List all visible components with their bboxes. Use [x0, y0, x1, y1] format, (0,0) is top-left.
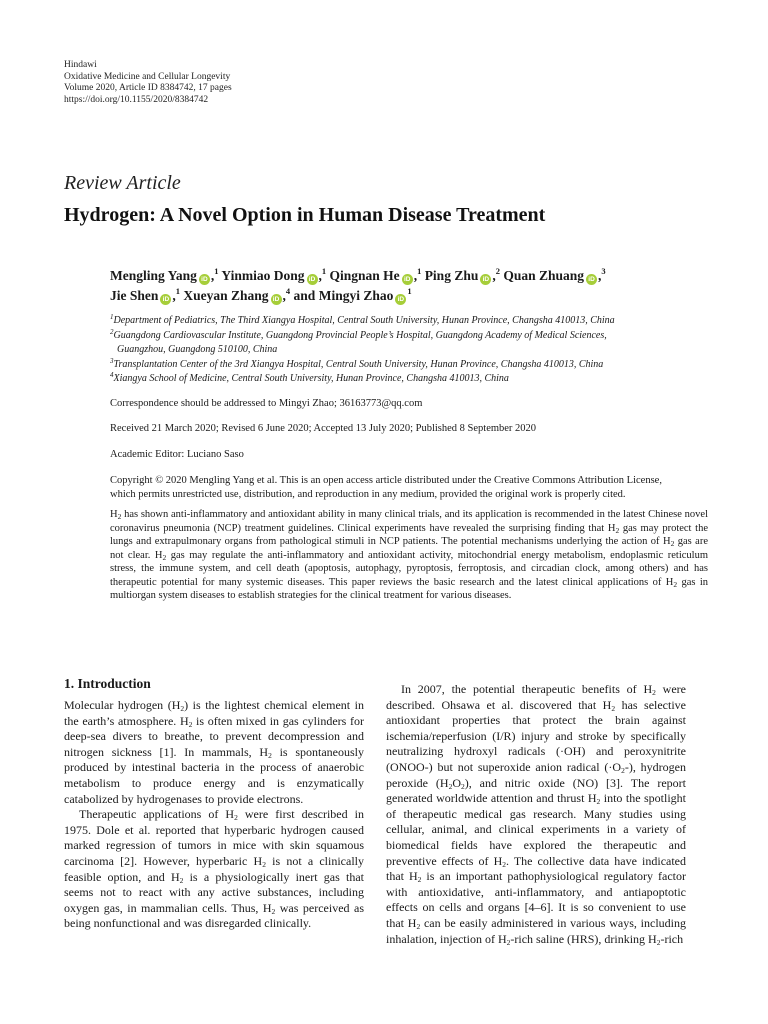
author-separator: , — [598, 268, 602, 283]
affiliation: $^4$Xiangya School of Medicine, Central South University, Hunan Province, Changsha 410013, China — [110, 371, 509, 384]
correspondence-line: Correspondence should be addressed to Mingyi Zhao; 36163773@qq.com — [110, 398, 423, 409]
abstract: $H_2$ has shown anti-inflammatory and antioxidant ability in many clinical trials, and its application is recommended in the latest Chinese novel coronavirus pneumonia (NCP) treatment guidelines. Clinical experiments have revealed the surprising finding that $H_2$ gas may protect the lungs and extrapulmonary organs from pathological stimuli in NCP patients. The potential mechanisms underlying the action of $H_2$ gas are not clear. $H_2$ gas may regulate the anti-inflammatory and antioxidant activity, mitochondrial energy metabolism, endoplasmic reticulum stress, the immune system, and cell death (apoptosis, autophagy, pyroptosis, ferroptosis, and circadian clock, among others) and has therapeutic potential for many systemic diseases. This paper reviews the basic research and the latest clinical applications of $H_2$ gas in multiorgan system diseases to establish strategies for the clinical treatment for various diseases. — [110, 509, 708, 601]
author-name: Qingnan He — [329, 268, 400, 283]
author-name: Quan Zhuang — [503, 268, 585, 283]
author-name: Xueyan Zhang — [183, 288, 269, 303]
author-separator: , — [413, 268, 418, 283]
author-name: Yinmiao Dong — [221, 268, 305, 283]
author-separator: , — [282, 288, 286, 303]
affiliation-continued: Guangzhou, Guangdong 510100, China — [117, 344, 278, 355]
article-title: Hydrogen: A Novel Option in Human Disease Treatment — [64, 204, 546, 226]
affiliation-marker: 3 — [601, 266, 606, 276]
copyright-notice: Copyright © 2020 Mengling Yang et al. This is an open access article distributed under the Creative Commons Attribution License, which permits unrestricted use, distribution, and reproduction in any medium, provided the original work is properly cited. — [110, 475, 662, 500]
doi-link[interactable]: https://doi.org/10.1155/2020/8384742 — [64, 94, 209, 105]
orcid-icon[interactable]: iD — [307, 274, 318, 285]
publisher-name: Hindawi — [64, 60, 97, 70]
article-type: Review Article — [64, 172, 181, 194]
author-list — [110, 266, 730, 306]
volume-info: Volume 2020, Article ID 8384742, 17 pages — [64, 83, 232, 93]
affiliation-marker: 1 — [407, 286, 412, 296]
body-column-left — [64, 698, 364, 932]
author-name: Mingyi Zhao — [318, 288, 394, 303]
paragraph: Molecular hydrogen $(H_2)$ is the lightest chemical element in the earth’s atmosphere. $H_2$ is often mixed in gas cylinders for deep-sea divers to breathe, to prevent decompression and nitrogen sickness [1]. In mammals, $H_2$ is spontaneously produced by intestinal bacteria in the process of anaerobic metabolism to produce energy and is enzymatically catabolized by hydrogenases to provide electrons. — [64, 698, 364, 806]
section-heading: 1. Introduction — [64, 676, 151, 691]
affiliation-marker: 4 — [285, 286, 291, 296]
affiliation: $^2$Guangdong Cardiovascular Institute, Guangdong Provincial People’s Hospital, Guangdong Academy of Medical Sciences, — [110, 327, 607, 341]
affiliation-marker: 1 — [417, 266, 422, 276]
paragraph: Therapeutic applications of $H_2$ were first described in 1975. Dole et al. reported that hyperbaric hydrogen caused marked regression of tumors in mice with skin squamous carcinoma [2]. However, hyperbaric $H_2$ is not a clinically feasible option, and $H_2$ is a physiologically inert gas that seems not to react with any active substances, including oxygen gas, in mammalian cells. Thus, $H_2$ was perceived as being nonfunctional and was disregarded clinically. — [64, 807, 364, 931]
affiliation-list — [110, 314, 730, 387]
affiliation-marker: 1 — [175, 286, 181, 296]
orcid-icon[interactable]: iD — [271, 294, 282, 305]
affiliation-marker: 1 — [321, 266, 327, 276]
orcid-icon[interactable]: iD — [160, 294, 171, 305]
author-separator: , — [210, 268, 215, 283]
author-name: Mengling Yang — [110, 268, 197, 283]
orcid-icon[interactable]: iD — [586, 274, 597, 285]
journal-name: Oxidative Medicine and Cellular Longevity — [64, 71, 231, 82]
author-conjunction: and — [293, 288, 316, 303]
author-separator: , — [318, 268, 322, 283]
journal-header — [64, 60, 232, 106]
body-column-right — [386, 682, 686, 947]
orcid-icon[interactable]: iD — [395, 294, 406, 305]
orcid-icon[interactable]: iD — [199, 274, 210, 285]
paragraph: In 2007, the potential therapeutic benefits of $H_2$ were described. Ohsawa et al. discovered that $H_2$ has selective antioxidant properties that protect the brain against ischemia/reperfusion (I/R) injury and stroke by specifically neutralizing hydroxyl radicals (·OH) and peroxynitrite (ONOO-) but not superoxide anion radical $(\cdot O_2-)$, hydrogen peroxide $(H_2O_2)$, and nitric oxide (NO) [3]. The report generated worldwide attention and thrust $H_2$ into the spotlight of therapeutic medical gas research. Many studies using cellular, animal, and clinical experiments in a variety of biomedical fields have explored the therapeutic and preventive effects of $H_2$. The collective data have indicated that $H_2$ is an important pathophysiological regulatory factor with antioxidative, anti-inflammatory, and antiapoptotic effects on cells and organs [4–6]. It is so convenient to use that $H_2$ can be easily administered in various ways, including inhalation, injection of $H_2$-rich saline (HRS), drinking $H_2$-rich — [386, 682, 687, 947]
affiliation: $^3$Transplantation Center of the 3rd Xiangya Hospital, Central South University, Hunan Province, Changsha 410013, China — [110, 356, 604, 370]
author-separator: , — [172, 288, 176, 303]
affiliation-marker: 2 — [495, 266, 500, 276]
author-separator: , — [492, 268, 496, 283]
orcid-icon[interactable]: iD — [402, 274, 413, 285]
author-name: Jie Shen — [110, 288, 159, 303]
orcid-icon[interactable]: iD — [480, 274, 491, 285]
publication-dates: Received 21 March 2020; Revised 6 June 2020; Accepted 13 July 2020; Published 8 September 2020 — [110, 423, 537, 434]
affiliation-marker: 1 — [214, 266, 219, 276]
affiliation: $^1$Department of Pediatrics, The Third Xiangya Hospital, Central South University, Hunan Province, Changsha 410013, China — [110, 313, 615, 326]
academic-editor: Academic Editor: Luciano Saso — [110, 449, 244, 460]
author-name: Ping Zhu — [424, 268, 479, 283]
